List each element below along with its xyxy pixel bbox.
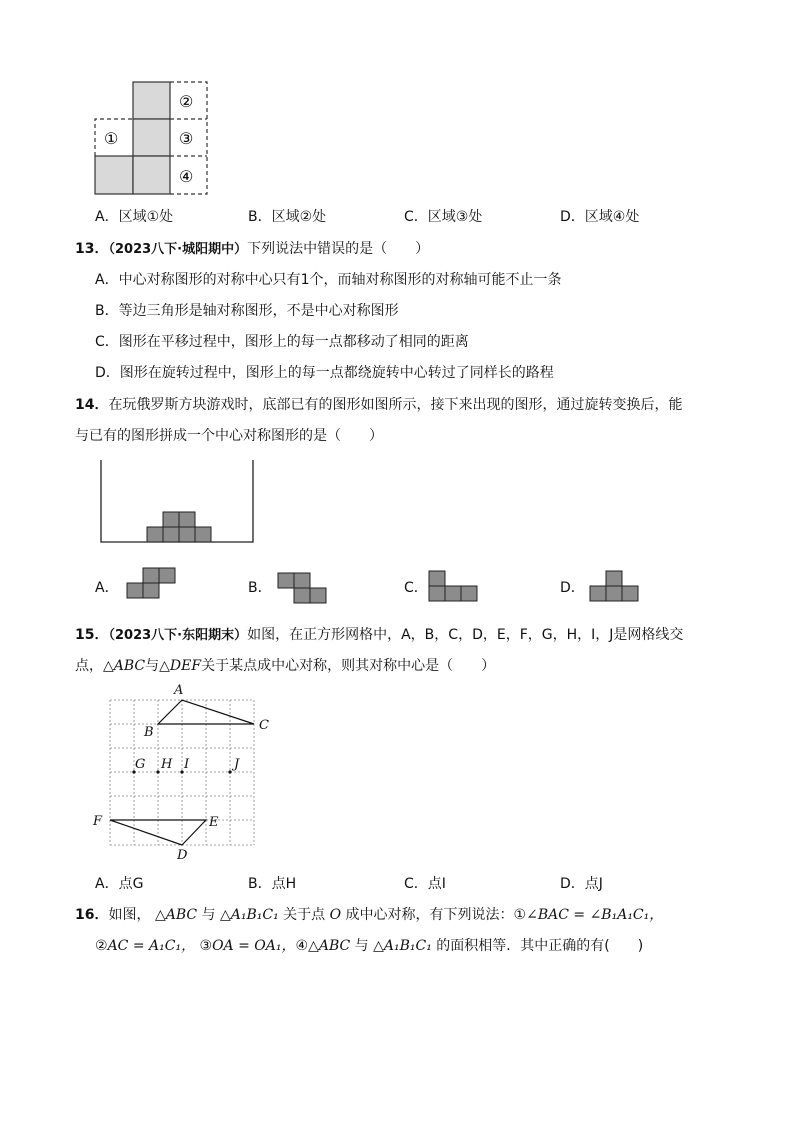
q15-stem-text1: 如图，在正方形网格中，A，B，C，D，E，F，G，H，I，J是网格线交 (247, 627, 684, 643)
q15-label-g: G (135, 757, 146, 772)
q16-text-1c: 关于点 (283, 907, 326, 923)
q16-mark-4: ④ (295, 938, 309, 954)
q12-option-b[interactable]: B．区域②处 (248, 209, 327, 225)
q12-region-3-label: ③ (179, 129, 194, 148)
q15-stem-text2a: 点， (75, 658, 103, 674)
q14-stem-line2: 与已有的图形拼成一个中心对称图形的是（ ） (75, 428, 383, 444)
q15-triangle-abc: △ABC (103, 658, 146, 674)
q16-text-1b: 与 (201, 907, 216, 923)
q15-stem-line1 (75, 624, 683, 644)
q12-figure (90, 78, 215, 198)
q16-number: 16． (75, 907, 109, 923)
q15-stem-line2 (75, 655, 495, 675)
q16-text-1d: 成中心对称，有下列说法：① (345, 907, 527, 923)
q14-option-b-label[interactable]: B． (248, 580, 272, 596)
q12-region-4-label: ④ (179, 167, 194, 186)
q16-mark-2: ② (95, 938, 108, 954)
q16-line2 (95, 935, 643, 955)
q16-text-1a: 如图， (108, 907, 151, 923)
q13-source: （2023八下·城阳期中） (108, 242, 248, 257)
q16-point-o: O (329, 907, 342, 923)
q12-option-a[interactable]: A．区域①处 (95, 209, 174, 225)
q15-label-f: F (93, 814, 103, 829)
q16-triangle-a1b1c1: △A₁B₁C₁ (219, 907, 279, 923)
q14-option-d-piece[interactable] (589, 570, 641, 604)
q12-region-1-label: ① (104, 129, 119, 148)
q14-option-b-piece[interactable] (277, 572, 327, 606)
q15-grid-figure (88, 680, 278, 865)
q16-triangle-abc-2: △ABC (308, 938, 351, 954)
q14-existing-blocks (147, 512, 211, 542)
q14-stem-text1: 在玩俄罗斯方块游戏时，底部已有的图形如图所示，接下来出现的图形，通过旋转变换后，能 (108, 397, 683, 413)
q16-triangle-a1b1c1-2: △A₁B₁C₁ (373, 938, 432, 954)
q13-number: 13． (75, 241, 109, 257)
q15-option-b[interactable]: B．点H (248, 876, 297, 892)
q12-region-2-label: ② (179, 92, 194, 111)
q15-option-d[interactable]: D．点J (560, 876, 603, 892)
q14-option-c-piece[interactable] (428, 570, 480, 604)
q12-option-d[interactable]: D．区域④处 (560, 209, 640, 225)
q14-stem-line1 (75, 394, 682, 414)
q14-option-a-label[interactable]: A． (95, 580, 119, 596)
q13-option-a[interactable]: A．中心对称图形的对称中心只有1个，而轴对称图形的对称轴可能不止一条 (95, 272, 562, 288)
q14-number: 14． (75, 397, 109, 413)
q16-text-2e: 的面积相等．其中正确的有( ) (436, 938, 644, 954)
q15-label-i: I (184, 757, 190, 772)
q15-label-d: D (177, 848, 188, 863)
q16-text-2d: 与 (354, 938, 369, 954)
q12-option-c[interactable]: C．区域③处 (404, 209, 483, 225)
q16-statement-2: AC = A₁C₁， (107, 938, 196, 954)
q15-label-j: J (234, 757, 240, 772)
q15-label-e: E (209, 815, 219, 830)
q15-label-a: A (174, 683, 184, 698)
q16-line1 (75, 904, 663, 924)
q15-label-b: B (144, 725, 154, 740)
q13-stem (75, 238, 429, 258)
q14-option-c-label[interactable]: C． (404, 580, 428, 596)
q16-statement-3: OA = OA₁， (212, 938, 296, 954)
q14-option-d-label[interactable]: D． (560, 580, 585, 596)
q13-option-c[interactable]: C．图形在平移过程中，图形上的每一点都移动了相同的距离 (95, 334, 469, 350)
q16-statement-1: ∠BAC = ∠B₁A₁C₁， (526, 907, 664, 923)
q16-mark-3: ③ (199, 938, 213, 954)
q15-number: 15． (75, 627, 109, 643)
q15-option-c[interactable]: C．点I (404, 876, 446, 892)
q15-triangle-def: △DEF (159, 658, 202, 674)
q15-stem-text2c: 关于某点成中心对称，则其对称中心是（ ） (201, 658, 496, 674)
q13-question: 下列说法中错误的是（ ） (247, 241, 430, 257)
q15-label-h: H (161, 757, 173, 772)
q13-option-d[interactable]: D．图形在旋转过程中，图形上的每一点都绕旋转中心转过了同样长的路程 (95, 365, 554, 381)
q15-option-a[interactable]: A．点G (95, 876, 144, 892)
q15-source: （2023八下·东阳期末） (108, 628, 248, 643)
q13-option-b[interactable]: B．等边三角形是轴对称图形，不是中心对称图形 (95, 303, 399, 319)
q15-label-c: C (259, 718, 269, 733)
q14-game-well-figure (95, 458, 260, 548)
q16-triangle-abc: △ABC (154, 907, 198, 923)
q15-stem-text2b: 与 (145, 658, 160, 674)
q14-option-a-piece[interactable] (126, 567, 176, 601)
